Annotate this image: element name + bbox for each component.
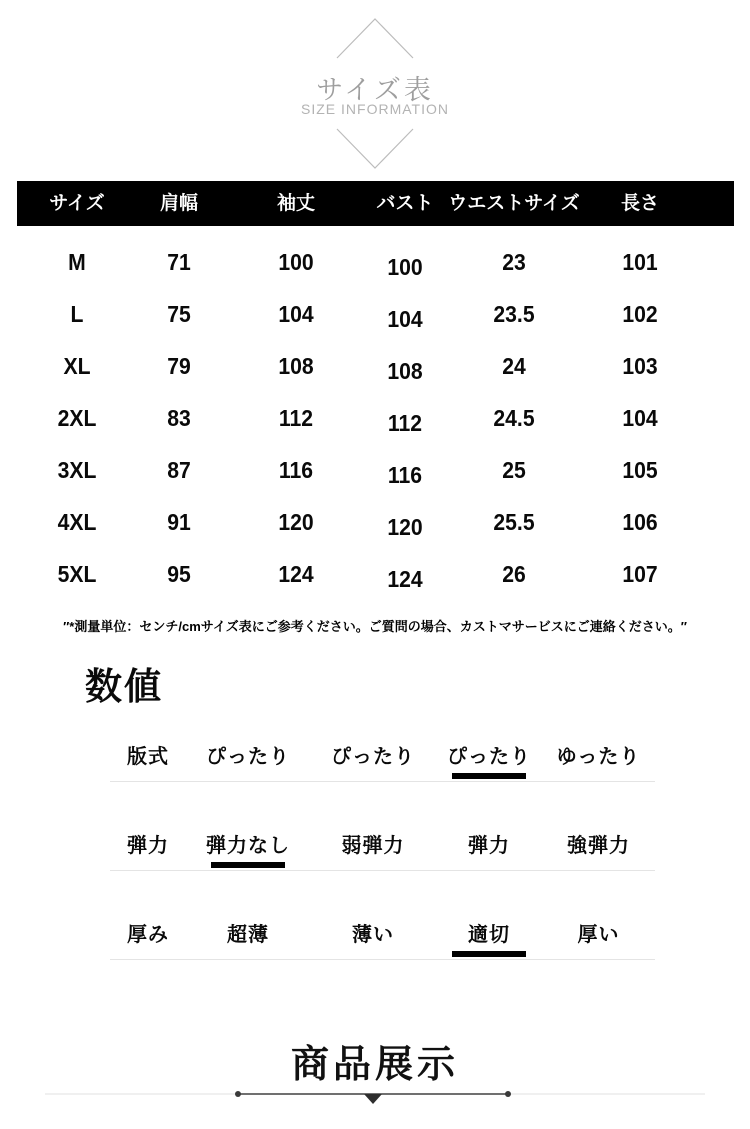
- metric-row: [110, 709, 655, 782]
- metric-option: 厚い: [577, 924, 620, 946]
- product-display-heading: 商品展示: [290, 1044, 459, 1086]
- value-cell: 116: [278, 457, 314, 483]
- value-cell: 75: [167, 301, 191, 327]
- size-table: [0, 181, 750, 600]
- value-cell: 87: [167, 457, 191, 483]
- value-cell: 124: [278, 561, 314, 587]
- value-cell: 100: [387, 254, 423, 280]
- metric-row: [110, 871, 655, 960]
- value-cell: 102: [622, 301, 658, 327]
- table-row: [17, 496, 734, 548]
- value-cell: 104: [622, 405, 658, 431]
- size-table-body: [17, 236, 734, 600]
- value-cell: 108: [278, 353, 314, 379]
- value-cell: 95: [167, 561, 191, 587]
- column-header: バスト: [376, 193, 434, 214]
- product-display-section: [0, 1042, 750, 1114]
- value-cell: 107: [622, 561, 658, 587]
- value-cell: 112: [387, 410, 423, 436]
- table-row: [17, 548, 734, 600]
- table-row: [17, 340, 734, 392]
- value-cell: 71: [167, 249, 191, 275]
- value-cell: 105: [622, 457, 658, 483]
- value-cell: 101: [622, 249, 658, 275]
- value-cell: 100: [278, 249, 314, 275]
- value-cell: 108: [387, 358, 423, 384]
- measurement-unit-note: ″*測量単位：センチ/cmサイズ表にご参考ください。ご質問の場合、カストマサービスにご連絡ください。″: [63, 619, 687, 634]
- table-row: [17, 392, 734, 444]
- value-cell: 104: [278, 301, 314, 327]
- metric-option: ぴったり: [436, 743, 542, 771]
- metric-option: ぴったり: [206, 746, 290, 768]
- size-cell: M: [68, 249, 86, 275]
- value-cell: 116: [387, 462, 423, 488]
- column-header: 袖丈: [276, 193, 315, 214]
- metric-option: ぴったり: [331, 746, 415, 768]
- value-cell: 103: [622, 353, 658, 379]
- metric-option: 弾力なし: [186, 832, 310, 860]
- metric-option: 強弾力: [567, 835, 630, 857]
- value-cell: 23: [502, 249, 526, 275]
- table-row: [17, 288, 734, 340]
- size-cell: L: [70, 301, 84, 327]
- metric-option: 薄い: [352, 924, 394, 946]
- section-divider-line: [0, 1088, 750, 1114]
- size-table-header-row: [17, 181, 734, 226]
- column-header: 肩幅: [159, 193, 198, 214]
- value-cell: 106: [622, 509, 658, 535]
- value-cell: 83: [167, 405, 191, 431]
- size-cell: 2XL: [57, 405, 97, 431]
- column-header: ウエストサイズ: [448, 193, 580, 214]
- value-cell: 24: [502, 353, 526, 379]
- metric-label: 弾力: [127, 835, 169, 857]
- size-info-header: [0, 0, 750, 181]
- size-cell: XL: [63, 353, 91, 379]
- value-cell: 23.5: [493, 301, 535, 327]
- value-cell: 24.5: [493, 405, 535, 431]
- size-cell: 5XL: [57, 561, 97, 587]
- metrics-heading: 数値: [85, 666, 163, 707]
- value-cell: 124: [387, 566, 423, 592]
- value-cell: 120: [278, 509, 314, 535]
- metric-label: 厚み: [127, 924, 169, 946]
- value-cell: 104: [387, 306, 423, 332]
- value-cell: 79: [167, 353, 191, 379]
- table-row: [17, 444, 734, 496]
- metric-option: 適切: [436, 921, 542, 949]
- size-cell: 4XL: [57, 509, 97, 535]
- metric-option: 弾力: [468, 835, 510, 857]
- metrics-section: [0, 709, 750, 960]
- metric-option: ゆったり: [556, 746, 641, 768]
- value-cell: 112: [278, 405, 314, 431]
- value-cell: 26: [502, 561, 526, 587]
- table-row: [17, 236, 734, 288]
- size-chart-subtitle: SIZE INFORMATION: [301, 101, 449, 117]
- metric-label: 版式: [127, 746, 169, 768]
- metric-row: [110, 782, 655, 871]
- value-cell: 25: [502, 457, 526, 483]
- size-cell: 3XL: [57, 457, 97, 483]
- metric-option: 超薄: [227, 924, 269, 946]
- value-cell: 120: [387, 514, 423, 540]
- metric-option: 弱弾力: [341, 835, 405, 857]
- size-chart-title: サイズ表: [316, 75, 434, 105]
- triangle-down-icon: [364, 1094, 382, 1104]
- value-cell: 25.5: [493, 509, 535, 535]
- column-header: サイズ: [49, 193, 105, 214]
- value-cell: 91: [167, 509, 191, 535]
- column-header: 長さ: [620, 193, 659, 214]
